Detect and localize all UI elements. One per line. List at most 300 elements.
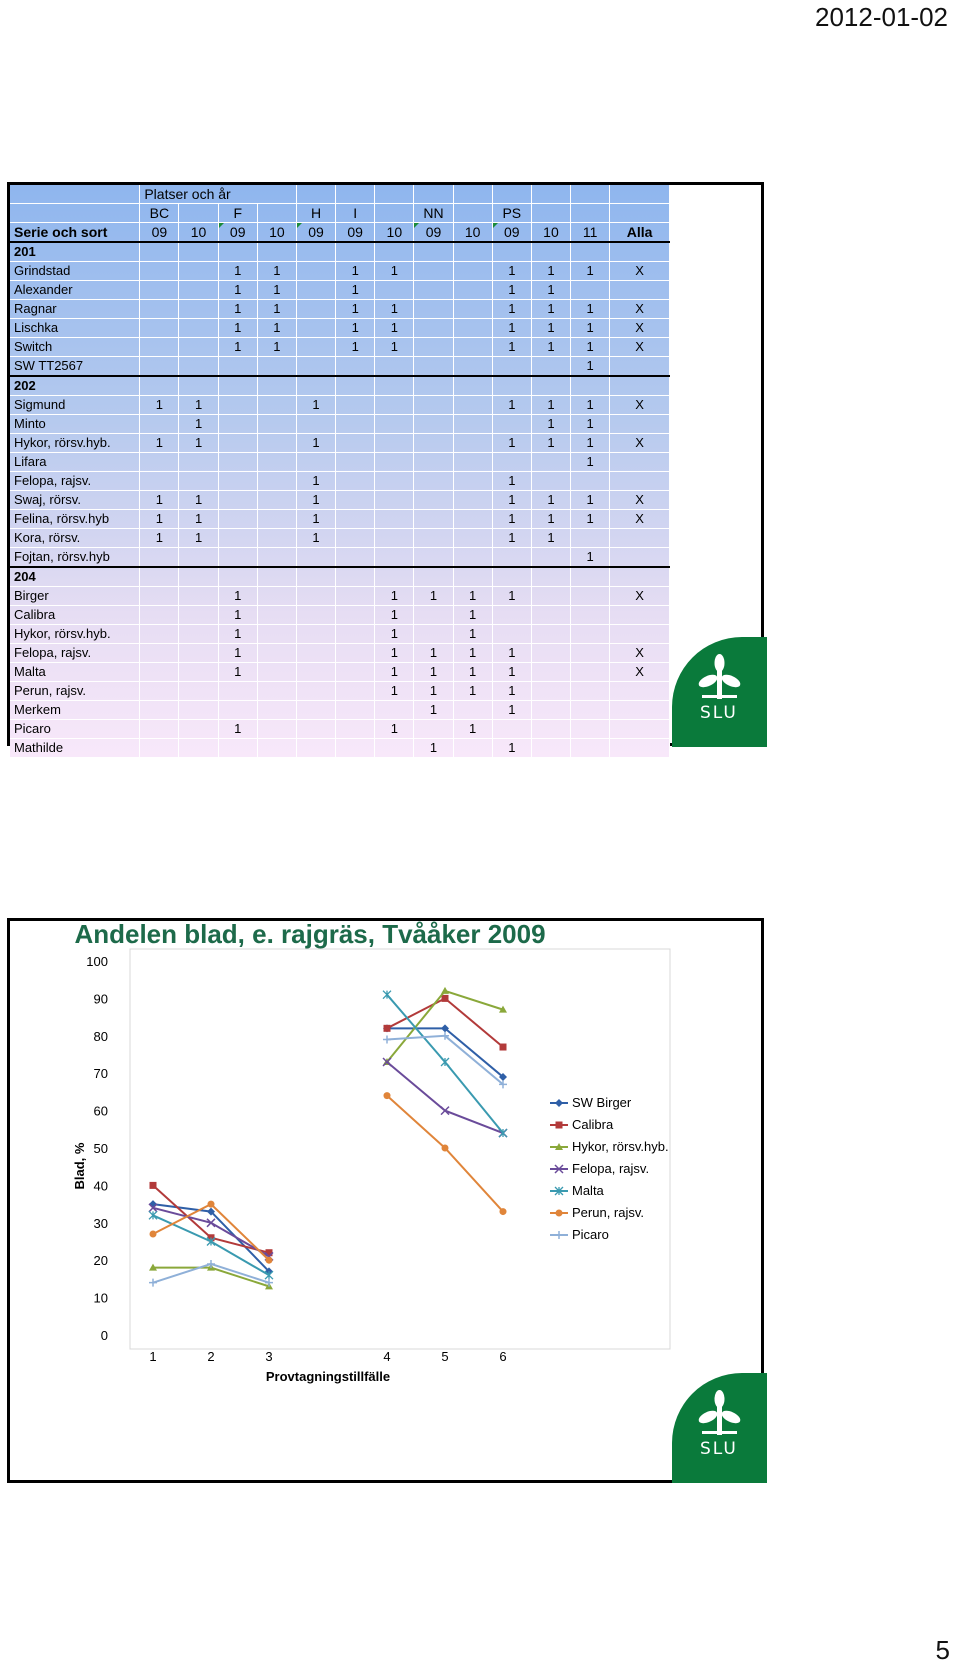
table-row: [10, 625, 670, 644]
table-cell: X: [610, 663, 670, 682]
y-tick-label: 80: [93, 1028, 108, 1044]
table-cell: [336, 453, 375, 472]
table-cell: [453, 529, 492, 548]
table-cell: [336, 587, 375, 606]
table-cell: [179, 453, 218, 472]
legend-label: Picaro: [572, 1227, 609, 1242]
year-header-cell: 11: [571, 223, 610, 243]
table-cell: 1: [179, 396, 218, 415]
table-cell: 1: [453, 587, 492, 606]
x-tick-label: 5: [441, 1349, 449, 1364]
table-cell: [218, 567, 257, 587]
year-header-cell: 10: [531, 223, 570, 243]
year-header-cell: 09: [140, 223, 179, 243]
place-code-cell: [571, 204, 610, 223]
y-tick-label: 90: [93, 991, 108, 1007]
table-cell: [453, 472, 492, 491]
table-cell: [336, 242, 375, 262]
table-cell: [296, 567, 335, 587]
table-cell: [257, 567, 296, 587]
table-cell: [610, 739, 670, 758]
table-cell: [179, 548, 218, 568]
table-cell: 1: [218, 606, 257, 625]
year-header-cell: 10: [257, 223, 296, 243]
table-cell: [140, 644, 179, 663]
table-cell: 1: [375, 262, 414, 281]
table-cell: [179, 625, 218, 644]
table-cell: [218, 682, 257, 701]
table-cell: [140, 281, 179, 300]
table-cell: 1: [571, 396, 610, 415]
table-cell: 1: [492, 472, 531, 491]
table-cell: [414, 396, 453, 415]
header-row-places: [10, 185, 670, 204]
table-cell: [296, 739, 335, 758]
table-cell: 1: [531, 262, 570, 281]
table-cell: [257, 701, 296, 720]
places-label: Platser och år: [140, 185, 297, 204]
table-cell: [257, 644, 296, 663]
table-cell: [336, 396, 375, 415]
header-empty-cell: [414, 185, 453, 204]
table-cell: [140, 262, 179, 281]
table-row: [10, 281, 670, 300]
table-cell: 1: [492, 587, 531, 606]
table-cell: [610, 453, 670, 472]
table-cell: 1: [492, 663, 531, 682]
table-cell: X: [610, 396, 670, 415]
table-cell: [610, 548, 670, 568]
x-tick-label: 6: [499, 1349, 507, 1364]
table-cell: [531, 701, 570, 720]
table-row: [10, 529, 670, 548]
table-cell: 1: [531, 319, 570, 338]
table-cell: 1: [492, 300, 531, 319]
table-cell: 1: [257, 281, 296, 300]
table-cell: [571, 376, 610, 396]
table-cell: [610, 472, 670, 491]
table-cell: 1: [336, 338, 375, 357]
variety-name: Mathilde: [10, 739, 140, 758]
table-cell: 1: [140, 510, 179, 529]
table-cell: 1: [140, 434, 179, 453]
variety-name: Merkem: [10, 701, 140, 720]
table-cell: 1: [218, 262, 257, 281]
table-cell: [336, 701, 375, 720]
table-cell: [218, 357, 257, 377]
table-cell: [296, 701, 335, 720]
table-cell: [179, 720, 218, 739]
table-cell: 1: [492, 338, 531, 357]
y-tick-label: 30: [93, 1215, 108, 1231]
table-row: [10, 701, 670, 720]
table-cell: [571, 701, 610, 720]
header-empty-cell: [571, 185, 610, 204]
table-cell: [296, 644, 335, 663]
table-cell: [296, 453, 335, 472]
table-cell: [140, 472, 179, 491]
table-cell: 1: [492, 682, 531, 701]
table-cell: [414, 453, 453, 472]
table-cell: [610, 376, 670, 396]
table-cell: [296, 625, 335, 644]
table-cell: [218, 434, 257, 453]
table-cell: [218, 548, 257, 568]
table-cell: [257, 682, 296, 701]
table-cell: [375, 415, 414, 434]
table-cell: 1: [218, 720, 257, 739]
table-cell: [531, 357, 570, 377]
slu-logo: [672, 637, 767, 747]
table-cell: [531, 472, 570, 491]
table-cell: [257, 606, 296, 625]
table-cell: 1: [218, 319, 257, 338]
table-cell: 1: [453, 682, 492, 701]
table-cell: [453, 281, 492, 300]
table-cell: [414, 720, 453, 739]
table-cell: [179, 300, 218, 319]
year-header-cell: 10: [375, 223, 414, 243]
table-cell: [453, 242, 492, 262]
table-cell: [571, 682, 610, 701]
header-empty-cell: [296, 185, 335, 204]
table-cell: [414, 338, 453, 357]
table-cell: [218, 242, 257, 262]
table-cell: [257, 242, 296, 262]
table-cell: [414, 300, 453, 319]
table-cell: 1: [375, 720, 414, 739]
table-cell: [610, 567, 670, 587]
table-row: [10, 262, 670, 281]
table-cell: 1: [531, 529, 570, 548]
variety-name: Malta: [10, 663, 140, 682]
header-empty-cell: [10, 204, 140, 223]
table-cell: [140, 319, 179, 338]
table-cell: X: [610, 300, 670, 319]
table-cell: 1: [296, 491, 335, 510]
table-cell: [179, 587, 218, 606]
table-cell: 1: [218, 300, 257, 319]
table-cell: [531, 739, 570, 758]
table-row: [10, 434, 670, 453]
table-cell: [375, 453, 414, 472]
table-cell: [296, 663, 335, 682]
table-cell: [336, 720, 375, 739]
table-cell: [610, 415, 670, 434]
table-cell: [571, 606, 610, 625]
table-cell: 1: [179, 510, 218, 529]
table-cell: 1: [571, 434, 610, 453]
header-row-years: [10, 223, 670, 243]
table-cell: [218, 453, 257, 472]
table-cell: 1: [375, 625, 414, 644]
table-cell: [296, 357, 335, 377]
table-cell: [531, 606, 570, 625]
table-cell: 1: [179, 434, 218, 453]
table-cell: [296, 376, 335, 396]
place-code-cell: I: [336, 204, 375, 223]
table-cell: [414, 472, 453, 491]
table-cell: X: [610, 491, 670, 510]
table-cell: [414, 491, 453, 510]
table-cell: 1: [531, 300, 570, 319]
table-cell: [610, 357, 670, 377]
table-cell: [610, 625, 670, 644]
table-row: [10, 319, 670, 338]
table-cell: [257, 415, 296, 434]
leaf-share-chart: [10, 921, 761, 1480]
table-cell: [140, 682, 179, 701]
data-point: [556, 1210, 563, 1217]
table-cell: [492, 567, 531, 587]
table-row: [10, 472, 670, 491]
table-cell: 1: [179, 529, 218, 548]
table-cell: [257, 357, 296, 377]
table-cell: 1: [571, 338, 610, 357]
place-code-cell: BC: [140, 204, 179, 223]
table-cell: 1: [531, 434, 570, 453]
year-header-cell: 09: [218, 223, 257, 243]
table-cell: [414, 262, 453, 281]
year-header-cell: 09: [414, 223, 453, 243]
table-row: [10, 644, 670, 663]
x-axis-title: Provtagningstillfälle: [265, 1369, 391, 1384]
variety-name: SW TT2567: [10, 357, 140, 377]
table-cell: [296, 415, 335, 434]
table-cell: [571, 739, 610, 758]
table-cell: 1: [414, 587, 453, 606]
table-cell: [571, 644, 610, 663]
table-cell: [257, 510, 296, 529]
table-cell: 1: [492, 529, 531, 548]
table-cell: [336, 529, 375, 548]
table-cell: [453, 510, 492, 529]
table-cell: [336, 625, 375, 644]
table-cell: 1: [257, 338, 296, 357]
legend-label: SW Birger: [572, 1095, 632, 1110]
table-cell: 1: [296, 472, 335, 491]
table-cell: [453, 357, 492, 377]
table-cell: 1: [492, 281, 531, 300]
year-header-cell: 09: [492, 223, 531, 243]
table-cell: 1: [571, 415, 610, 434]
table-cell: [218, 739, 257, 758]
table-cell: [179, 472, 218, 491]
table-cell: [375, 472, 414, 491]
y-tick-label: 20: [93, 1253, 108, 1269]
table-cell: [257, 396, 296, 415]
year-header-cell: 10: [179, 223, 218, 243]
header-empty-cell: [336, 185, 375, 204]
table-cell: [610, 529, 670, 548]
table-cell: 1: [375, 644, 414, 663]
table-row: [10, 682, 670, 701]
table-cell: [531, 242, 570, 262]
table-cell: [375, 529, 414, 548]
table-cell: [296, 319, 335, 338]
table-cell: 1: [140, 529, 179, 548]
table-cell: [140, 567, 179, 587]
table-row: [10, 663, 670, 682]
table-cell: 1: [531, 281, 570, 300]
place-code-cell: [610, 204, 670, 223]
place-code-cell: NN: [414, 204, 453, 223]
table-cell: 1: [218, 281, 257, 300]
data-point: [384, 1092, 391, 1099]
table-cell: 1: [296, 510, 335, 529]
variety-name: Calibra: [10, 606, 140, 625]
table-cell: [492, 453, 531, 472]
table-cell: [531, 567, 570, 587]
header-empty-cell: [610, 185, 670, 204]
table-cell: [257, 739, 296, 758]
table-cell: [375, 242, 414, 262]
table-cell: [257, 529, 296, 548]
table-cell: [414, 510, 453, 529]
table-cell: [414, 319, 453, 338]
table-cell: [453, 434, 492, 453]
table-cell: 1: [571, 300, 610, 319]
table-cell: [492, 548, 531, 568]
slu-logo: [672, 1373, 767, 1483]
table-cell: [257, 434, 296, 453]
table-cell: [179, 376, 218, 396]
table-cell: [571, 529, 610, 548]
year-header-cell: 10: [453, 223, 492, 243]
table-cell: [414, 415, 453, 434]
slu-leaf-icon: [672, 637, 767, 747]
table-cell: [336, 491, 375, 510]
table-cell: [453, 415, 492, 434]
table-cell: 1: [336, 281, 375, 300]
table-cell: [336, 376, 375, 396]
table-cell: [140, 376, 179, 396]
table-cell: 1: [453, 644, 492, 663]
table-cell: [218, 491, 257, 510]
table-cell: [296, 682, 335, 701]
table-cell: [179, 262, 218, 281]
table-cell: [179, 281, 218, 300]
table-cell: 1: [531, 510, 570, 529]
place-code-cell: [257, 204, 296, 223]
table-cell: [179, 663, 218, 682]
table-cell: 1: [571, 453, 610, 472]
table-cell: 1: [453, 606, 492, 625]
slu-logo-text: SLU: [700, 703, 738, 723]
table-cell: [140, 701, 179, 720]
data-point: [442, 1145, 449, 1152]
table-cell: 1: [571, 491, 610, 510]
table-cell: 1: [531, 491, 570, 510]
y-tick-label: 0: [100, 1328, 108, 1343]
table-cell: 1: [531, 396, 570, 415]
variety-name: Swaj, rörsv.: [10, 491, 140, 510]
table-cell: [179, 242, 218, 262]
table-cell: 1: [492, 319, 531, 338]
table-cell: [336, 510, 375, 529]
header-empty-cell: [531, 185, 570, 204]
y-tick-label: 50: [93, 1141, 108, 1156]
table-cell: 1: [296, 434, 335, 453]
data-point: [150, 1182, 157, 1189]
table-cell: [257, 491, 296, 510]
table-cell: 1: [453, 663, 492, 682]
table-cell: [140, 663, 179, 682]
table-cell: [218, 396, 257, 415]
table-cell: [140, 357, 179, 377]
table-cell: [571, 567, 610, 587]
table-cell: [257, 587, 296, 606]
table-cell: [257, 625, 296, 644]
variety-name: Ragnar: [10, 300, 140, 319]
variety-name: Switch: [10, 338, 140, 357]
y-tick-label: 70: [93, 1066, 108, 1082]
variety-name: Minto: [10, 415, 140, 434]
table-cell: [218, 510, 257, 529]
table-cell: [414, 357, 453, 377]
table-cell: [140, 453, 179, 472]
table-row: [10, 548, 670, 568]
year-header-cell: 09: [336, 223, 375, 243]
series-label: 201: [10, 242, 140, 262]
table-cell: [296, 548, 335, 568]
table-cell: [140, 606, 179, 625]
table-row: [10, 300, 670, 319]
table-cell: 1: [218, 644, 257, 663]
series-group-row: [10, 242, 670, 262]
table-cell: [218, 376, 257, 396]
table-cell: [140, 720, 179, 739]
table-cell: 1: [375, 300, 414, 319]
table-cell: [414, 529, 453, 548]
x-tick-label: 1: [149, 1349, 157, 1364]
header-empty-cell: [375, 185, 414, 204]
table-cell: [414, 548, 453, 568]
table-cell: [492, 242, 531, 262]
table-cell: [257, 453, 296, 472]
table-cell: 1: [571, 262, 610, 281]
place-code-cell: [531, 204, 570, 223]
data-point: [266, 1257, 273, 1264]
table-cell: [218, 701, 257, 720]
table-cell: [531, 682, 570, 701]
x-tick-label: 4: [383, 1349, 391, 1364]
table-cell: 1: [531, 338, 570, 357]
page-number: 5: [935, 1635, 950, 1665]
variety-name: Felopa, rajsv.: [10, 644, 140, 663]
table-cell: [140, 415, 179, 434]
table-cell: 1: [336, 262, 375, 281]
series-group-row: [10, 376, 670, 396]
table-cell: [179, 338, 218, 357]
table-cell: [179, 701, 218, 720]
table-cell: [571, 242, 610, 262]
table-cell: [610, 682, 670, 701]
variety-name: Hykor, rörsv.hyb.: [10, 434, 140, 453]
table-cell: [296, 338, 335, 357]
table-cell: [492, 606, 531, 625]
table-cell: [375, 567, 414, 587]
variety-name: Lifara: [10, 453, 140, 472]
table-cell: [531, 663, 570, 682]
table-cell: [218, 529, 257, 548]
table-cell: 1: [571, 319, 610, 338]
table-cell: [492, 357, 531, 377]
table-cell: [492, 415, 531, 434]
table-cell: [336, 472, 375, 491]
table-row: [10, 453, 670, 472]
table-cell: [531, 644, 570, 663]
